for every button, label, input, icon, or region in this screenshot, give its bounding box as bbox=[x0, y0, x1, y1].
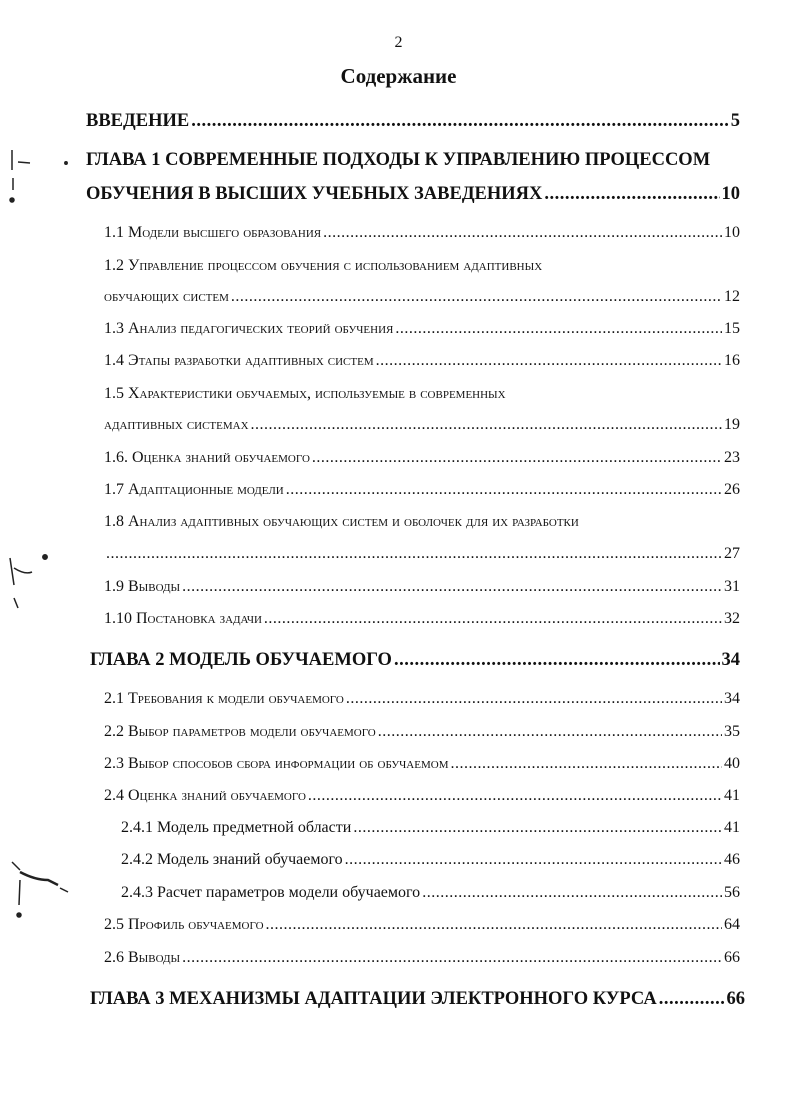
toc-entry-ch3 bbox=[90, 990, 745, 1009]
toc-entry-1-5 bbox=[104, 417, 740, 433]
scan-mark bbox=[10, 198, 14, 202]
toc-entry-1-9 bbox=[104, 579, 740, 595]
leader-dots bbox=[106, 546, 722, 562]
toc-page: 34 bbox=[724, 690, 740, 707]
toc-entry-intro bbox=[86, 112, 740, 131]
leader-dots bbox=[231, 289, 722, 305]
toc-entry-ch2 bbox=[90, 651, 740, 670]
toc-entry-2-1 bbox=[104, 691, 740, 707]
toc-page: 19 bbox=[724, 416, 740, 433]
toc-page: 10 bbox=[724, 224, 740, 241]
toc-label: адаптивных системах bbox=[104, 416, 249, 433]
leader-dots bbox=[323, 225, 722, 241]
toc-entry-ch1-line1: ГЛАВА 1 СОВРЕМЕННЫЕ ПОДХОДЫ К УПРАВЛЕНИЮ ПРОЦЕССОМ bbox=[86, 150, 711, 170]
toc-label: 1.1 Модели высшего образования bbox=[104, 224, 322, 241]
toc-entry-1-1 bbox=[104, 225, 740, 241]
toc-entry-1-2 bbox=[104, 289, 740, 305]
scan-mark bbox=[17, 913, 21, 917]
toc-label: 1.10 Постановка задачи bbox=[104, 610, 262, 627]
toc-page: 66 bbox=[726, 989, 745, 1009]
leader-dots bbox=[544, 185, 719, 204]
leader-dots bbox=[266, 917, 722, 933]
leader-dots bbox=[659, 990, 725, 1009]
toc-entry-1-6 bbox=[104, 450, 740, 466]
toc-page: 56 bbox=[724, 884, 740, 901]
toc-page: 15 bbox=[724, 320, 740, 337]
leader-dots bbox=[182, 950, 722, 966]
toc-page: 64 bbox=[724, 916, 740, 933]
scan-mark bbox=[20, 872, 58, 885]
leader-dots bbox=[378, 724, 722, 740]
toc-entry-2-4-2 bbox=[121, 852, 740, 868]
toc-label: ОБУЧЕНИЯ В ВЫСШИХ УЧЕБНЫХ ЗАВЕДЕНИЯХ bbox=[86, 184, 543, 204]
page-title: Содержание bbox=[340, 64, 457, 88]
toc-page: 10 bbox=[721, 184, 740, 204]
leader-dots bbox=[422, 885, 722, 901]
scan-mark bbox=[65, 162, 67, 164]
toc-page: 16 bbox=[724, 352, 740, 369]
toc-page: 46 bbox=[724, 851, 740, 868]
leader-dots bbox=[308, 788, 722, 804]
toc-page: 27 bbox=[724, 545, 740, 562]
toc-entry-2-2 bbox=[104, 724, 740, 740]
leader-dots bbox=[345, 852, 722, 868]
toc-entry-2-6 bbox=[104, 950, 740, 966]
toc-page: 40 bbox=[724, 755, 740, 772]
scan-mark bbox=[60, 888, 68, 892]
toc-label: 2.2 Выбор параметров модели обучаемого bbox=[104, 723, 376, 740]
toc-entry-2-4 bbox=[104, 788, 740, 804]
leader-dots bbox=[182, 579, 722, 595]
leader-dots bbox=[353, 820, 722, 836]
scan-mark bbox=[43, 555, 47, 559]
toc-page: 23 bbox=[724, 449, 740, 466]
toc-entry-1-8-line1: 1.8 Анализ адаптивных обучающих систем и оболочек для их разработки bbox=[104, 513, 579, 530]
toc-label: 2.1 Требования к модели обучаемого bbox=[104, 690, 344, 707]
leader-dots bbox=[450, 756, 722, 772]
toc-entry-2-3 bbox=[104, 756, 740, 772]
toc-entry-1-7 bbox=[104, 482, 740, 498]
toc-page: 66 bbox=[724, 949, 740, 966]
leader-dots bbox=[264, 611, 722, 627]
toc-label: 1.4 Этапы разработки адаптивных систем bbox=[104, 352, 374, 369]
toc-entry-ch1 bbox=[86, 185, 740, 204]
scan-mark bbox=[10, 558, 14, 585]
leader-dots bbox=[376, 353, 722, 369]
leader-dots bbox=[346, 691, 722, 707]
toc-page: 35 bbox=[724, 723, 740, 740]
leader-dots bbox=[191, 112, 729, 131]
leader-dots bbox=[286, 482, 722, 498]
toc-entry-1-3 bbox=[104, 321, 740, 337]
toc-page: 31 bbox=[724, 578, 740, 595]
toc-label: 2.3 Выбор способов сбора информации об обучаемом bbox=[104, 755, 449, 772]
toc-label: обучающих систем bbox=[104, 288, 229, 305]
scan-mark bbox=[12, 862, 20, 870]
toc-label: 1.6. Оценка знаний обучаемого bbox=[104, 449, 310, 466]
toc-label: ВВЕДЕНИЕ bbox=[86, 111, 190, 131]
toc-label: 2.4.2 Модель знаний обучаемого bbox=[121, 851, 343, 868]
page-number: 2 bbox=[394, 34, 403, 51]
leader-dots bbox=[394, 651, 720, 670]
toc-label: 2.4.1 Модель предметной области bbox=[121, 819, 352, 836]
toc-page: 5 bbox=[730, 111, 740, 131]
scan-mark bbox=[14, 568, 32, 573]
leader-dots bbox=[251, 417, 722, 433]
toc-label: 2.4.3 Расчет параметров модели обучаемого bbox=[121, 884, 421, 901]
scan-mark bbox=[18, 162, 30, 163]
toc-entry-1-5-line1: 1.5 Характеристики обучаемых, используемые в современных bbox=[104, 385, 506, 402]
leader-dots bbox=[395, 321, 722, 337]
toc-entry-2-4-1 bbox=[121, 820, 740, 836]
toc-page: 26 bbox=[724, 481, 740, 498]
toc-label: ГЛАВА 3 МЕХАНИЗМЫ АДАПТАЦИИ ЭЛЕКТРОННОГО КУРСА bbox=[90, 989, 657, 1009]
toc-label: 2.5 Профиль обучаемого bbox=[104, 916, 264, 933]
toc-label: 2.4 Оценка знаний обучаемого bbox=[104, 787, 306, 804]
scan-mark bbox=[14, 598, 18, 608]
toc-entry-2-4-3 bbox=[121, 885, 740, 901]
toc-label: 1.7 Адаптационные модели bbox=[104, 481, 284, 498]
toc-entry-1-8 bbox=[104, 546, 740, 562]
toc-label: 2.6 Выводы bbox=[104, 949, 181, 966]
toc-label: ГЛАВА 2 МОДЕЛЬ ОБУЧАЕМОГО bbox=[90, 650, 392, 670]
toc-page: 34 bbox=[721, 650, 740, 670]
toc-page: 41 bbox=[724, 819, 740, 836]
toc-label: 1.9 Выводы bbox=[104, 578, 181, 595]
toc-entry-1-2-line1: 1.2 Управление процессом обучения с использованием адаптивных bbox=[104, 257, 543, 274]
toc-entry-1-10 bbox=[104, 611, 740, 627]
scan-marks bbox=[0, 0, 80, 1108]
toc-entry-2-5 bbox=[104, 917, 740, 933]
toc-page: 12 bbox=[724, 288, 740, 305]
toc-entry-1-4 bbox=[104, 353, 740, 369]
toc-page: 41 bbox=[724, 787, 740, 804]
scan-mark bbox=[19, 880, 20, 905]
leader-dots bbox=[312, 450, 722, 466]
toc-page: 32 bbox=[724, 610, 740, 627]
toc-label: 1.3 Анализ педагогических теорий обучения bbox=[104, 320, 394, 337]
